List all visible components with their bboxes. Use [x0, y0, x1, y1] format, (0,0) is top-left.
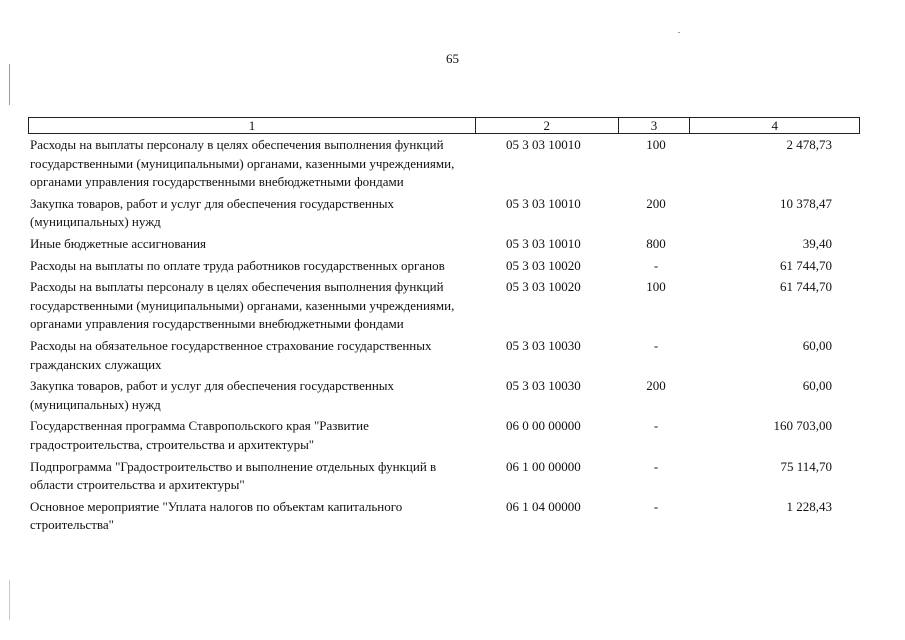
row-type: -: [653, 337, 659, 353]
table-row: [30, 278, 860, 337]
table-row: [30, 257, 860, 279]
row-amount: 2 478,73: [786, 137, 832, 152]
header-col-2: 2: [476, 118, 619, 133]
table-row: [30, 136, 860, 195]
row-amount: 75 114,70: [780, 458, 832, 474]
row-amount: 61 744,70: [780, 279, 832, 295]
row-code: 05 3 03 10010: [506, 137, 581, 152]
row-type: 800: [646, 235, 666, 251]
header-col-3: 3: [619, 118, 691, 133]
row-code: 05 3 03 10020: [506, 279, 581, 295]
table-row: [30, 417, 860, 457]
row-name: Государственная программа Ставропольского края "Развитие градостроительства, строительства и архитектуры": [30, 418, 369, 452]
row-amount: 39,40: [802, 235, 832, 251]
table-row: [30, 458, 860, 498]
row-type: -: [653, 498, 659, 514]
row-name: Закупка товаров, работ и услуг для обеспечения государственных (муниципальных) нужд: [30, 378, 395, 412]
row-type: 200: [646, 195, 666, 211]
row-name: Расходы на выплаты по оплате труда работников государственных органов: [30, 257, 445, 273]
header-col-4: 4: [771, 118, 778, 133]
row-name: Расходы на выплаты персоналу в целях обеспечения выполнения функций государственными (муниципальными) органами, казенными учреждениями, органами управления государственными внебюджетными фондами: [30, 137, 455, 190]
page-edge-mark: [9, 580, 10, 620]
table-row: [30, 377, 860, 417]
row-type: 100: [646, 279, 666, 295]
row-amount: 1 228,43: [786, 498, 832, 514]
row-name: Основное мероприятие "Уплата налогов по объектам капитального строительства": [30, 498, 403, 533]
row-type: -: [653, 458, 659, 474]
table-row: [30, 498, 860, 538]
table-row: [30, 337, 860, 377]
row-name: Иные бюджетные ассигнования: [30, 235, 207, 251]
row-amount: 160 703,00: [773, 418, 832, 434]
page-edge-mark: [9, 64, 10, 105]
row-code: 06 1 00 00000: [506, 458, 581, 474]
row-code: 05 3 03 10030: [506, 337, 581, 353]
row-name: Расходы на выплаты персоналу в целях обеспечения выполнения функций государственными (муниципальными) органами, казенными учреждениями, органами управления государственными внебюджетными фондами: [30, 279, 455, 332]
table-row: [30, 235, 860, 257]
row-code: 05 3 03 10030: [506, 378, 581, 394]
row-name: Закупка товаров, работ и услуг для обеспечения государственных (муниципальных) нужд: [30, 195, 395, 230]
row-type: 200: [646, 378, 666, 394]
row-code: 06 0 00 00000: [506, 418, 581, 434]
row-code: 05 3 03 10010: [506, 235, 581, 251]
header-col-1: 1: [29, 118, 476, 133]
row-type: -: [653, 418, 659, 434]
row-code: 06 1 04 00000: [506, 498, 581, 514]
table-row: [30, 195, 860, 235]
row-amount: 10 378,47: [780, 195, 832, 211]
table-body: [30, 136, 860, 538]
table-header: [28, 117, 860, 134]
row-code: 05 3 03 10010: [506, 195, 581, 211]
scan-speck: [678, 32, 680, 33]
row-type: 100: [646, 137, 666, 152]
page-number: 65: [446, 51, 459, 66]
row-amount: 60,00: [802, 337, 832, 353]
row-name: Расходы на обязательное государственное страхование государственных гражданских служащих: [30, 337, 432, 372]
row-type: -: [653, 257, 659, 273]
row-amount: 61 744,70: [780, 257, 832, 273]
row-amount: 60,00: [802, 378, 832, 394]
row-name: Подпрограмма "Градостроительство и выполнение отдельных функций в области строительства и архитектуры": [30, 458, 437, 493]
row-code: 05 3 03 10020: [506, 257, 581, 273]
